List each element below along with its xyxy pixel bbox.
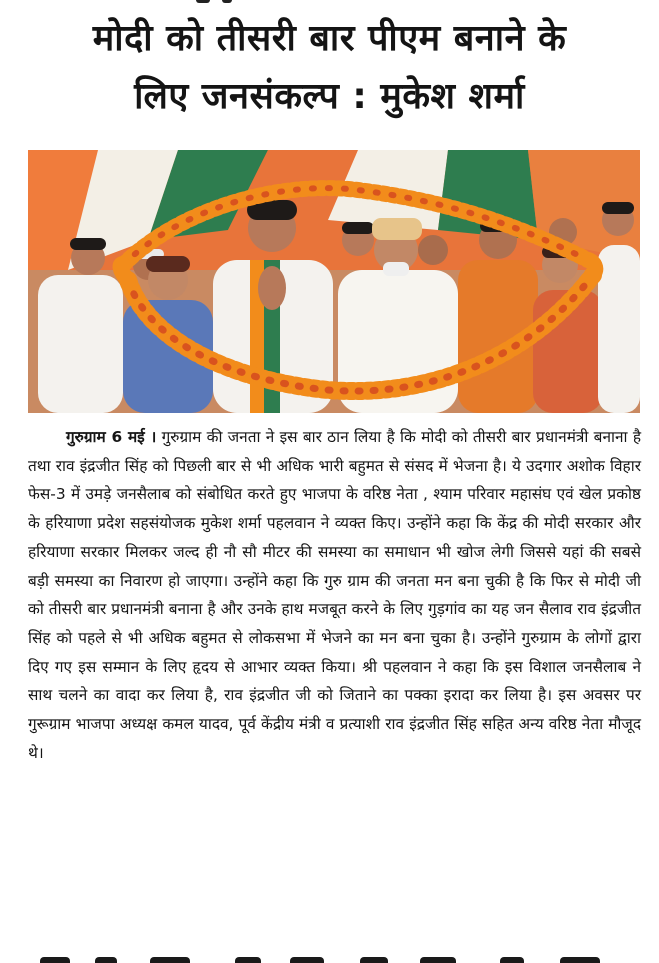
headline-line-1: मोदी को तीसरी बार पीएम बनाने के (92, 18, 567, 59)
article-body (28, 423, 641, 767)
news-photo (28, 150, 640, 413)
dateline: गुरुग्राम 6 मई । (66, 428, 157, 446)
headline-line-2: लिए जनसंकल्प : मुकेश शर्मा (134, 76, 525, 117)
article-headline (14, 10, 645, 126)
photo-illustration (28, 150, 640, 413)
clipped-previous-article-edge (0, 0, 659, 8)
clipped-next-article-edge (0, 949, 659, 963)
article-body-text: गुरुग्राम की जनता ने इस बार ठान लिया है कि मोदी को तीसरी बार प्रधानमंत्री बनाना है तथा राव इंद्रजीत सिंह को पिछली बार से भी अधिक भारी बहुमत से संसद में भेजना है। ये उदगार अशोक विहार फेस-3 में उमड़े जनसैलाब को संबोधित करते हुए भाजपा के वरिष्ठ नेता , श्याम परिवार महासंघ एवं खेल प्रकोष्ठ के हरियाणा प्रदेश सहसंयोजक मुकेश शर्मा पहलवान ने व्यक्त किए। उन्होंने कहा कि केंद्र की मोदी सरकार और हरियाणा सरकार मिलकर जल्द ही नौ सौ मीटर की समस्या का समाधान भी खोज लेगी जिससे यहां की सबसे बड़ी समस्या का निवारण हो जाएगा। उन्होंने कहा कि गुरु ग्राम की जनता मन बना चुकी है कि फिर से मोदी जी को तीसरी बार प्रधानमंत्री बनाना है और उनके हाथ मजबूत करने के लिए गुड़गांव का यह जन सैलाव राव इंद्रजीत सिंह को पहले से भी अधिक बहुमत से लोकसभा में भेजने का मन बना चुका है। उन्होंने गुरुग्राम के लोगों द्वारा दिए गए इस सम्मान के लिए हृदय से आभार व्यक्त किया। श्री पहलवान ने कहा कि इस विशाल जनसैलाब ने साथ चलने का वादा कर लिया है, राव इंद्रजीत जी को जिताने का पक्का इरादा कर लिया है। इस अवसर पर गुरूग्राम भाजपा अध्यक्ष कमल यादव, पूर्व केंद्रीय मंत्री व प्रत्याशी राव इंद्रजीत सिंह सहित अन्य वरिष्ठ नेता मौजूद थे। (28, 428, 641, 762)
